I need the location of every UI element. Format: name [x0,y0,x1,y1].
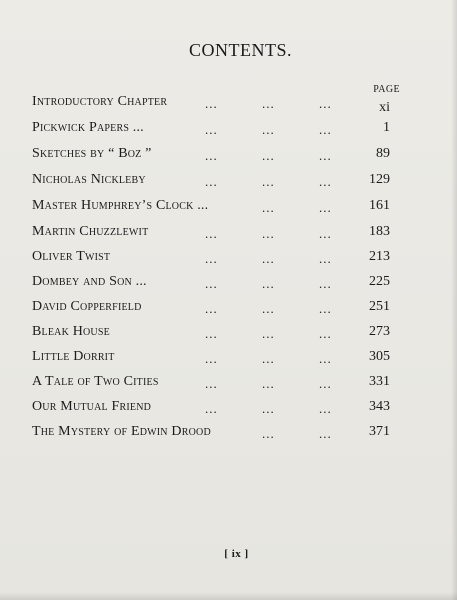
toc-entry [0,347,457,367]
dot-leader: ... [262,426,275,441]
dot-leader: ... [319,174,332,189]
toc-entry-page-number: 183 [369,224,390,239]
toc-entry-page-number: 331 [369,374,390,389]
dot-leader: ... [262,96,275,111]
dot-leader: ... [262,148,275,163]
toc-entry-page-number: 273 [369,324,390,339]
dot-leader: ... [205,251,218,266]
dot-leader: ... [319,251,332,266]
toc-entry [0,397,457,417]
toc-entry-page-number: 89 [376,146,390,161]
toc-entry-title: Nicholas Nickleby [32,172,146,187]
toc-entry-title: Master Humphrey’s Clock ... [32,198,209,213]
toc-entry-page-number: 1 [383,120,390,135]
toc-entry-title: Bleak House [32,324,110,339]
page-title: CONTENTS. [189,40,292,60]
toc-entry [0,222,457,242]
dot-leader: ... [319,401,332,416]
dot-leader: ... [205,174,218,189]
dot-leader: ... [262,251,275,266]
toc-entry-title: Our Mutual Friend [32,399,152,414]
toc-entry-title: Little Dorrit [32,349,115,364]
toc-entry-page-number: 371 [369,424,390,439]
dot-leader: ... [205,326,218,341]
toc-entry-page-number: 251 [369,299,390,314]
dot-leader: ... [262,226,275,241]
dot-leader: ... [319,122,332,137]
dot-leader: ... [319,200,332,215]
dot-leader: ... [262,301,275,316]
page-column-heading: PAGE [373,84,400,95]
toc-entry-title: Oliver Twist [32,249,111,264]
dot-leader: ... [319,326,332,341]
dot-leader: ... [205,148,218,163]
toc-entry [0,322,457,342]
dot-leader: ... [262,326,275,341]
dot-leader: ... [205,376,218,391]
toc-entry-page-number: 343 [369,399,390,414]
dot-leader: ... [319,376,332,391]
toc-entry [0,196,457,216]
dot-leader: ... [262,122,275,137]
dot-leader: ... [205,96,218,111]
dot-leader: ... [319,351,332,366]
dot-leader: ... [262,376,275,391]
toc-entry-page-number: xi [379,100,390,115]
dot-leader: ... [262,174,275,189]
toc-entry-title: A Tale of Two Cities [32,374,159,389]
toc-entry-title: David Copperfield [32,299,142,314]
dot-leader: ... [262,276,275,291]
toc-entry-title: The Mystery of Edwin Drood [32,424,211,439]
dot-leader: ... [205,122,218,137]
toc-entry-title: Pickwick Papers ... [32,120,144,135]
toc-entry [0,118,457,138]
toc-entry [0,272,457,292]
toc-entry [0,422,457,442]
dot-leader: ... [319,426,332,441]
dot-leader: ... [319,96,332,111]
toc-entry-title: Introductory Chapter [32,94,168,109]
toc-entry-page-number: 225 [369,274,390,289]
dot-leader: ... [262,200,275,215]
toc-entry [0,92,457,115]
toc-entry [0,247,457,267]
dot-leader: ... [205,226,218,241]
toc-entry-page-number: 161 [369,198,390,213]
toc-entry-title: Martin Chuzzlewit [32,224,149,239]
dot-leader: ... [205,401,218,416]
dot-leader: ... [205,351,218,366]
toc-entry-page-number: 129 [369,172,390,187]
page-folio: [ ix ] [224,548,249,560]
dot-leader: ... [262,351,275,366]
toc-entry [0,297,457,317]
toc-entry [0,144,457,164]
toc-entry [0,170,457,190]
dot-leader: ... [319,148,332,163]
dot-leader: ... [319,276,332,291]
dot-leader: ... [319,226,332,241]
toc-entry-title: Dombey and Son ... [32,274,147,289]
dot-leader: ... [205,276,218,291]
dot-leader: ... [205,301,218,316]
page-bottom-shadow [0,592,457,600]
toc-entry [0,372,457,392]
dot-leader: ... [262,401,275,416]
toc-entry-title: Sketches by “ Boz ” [32,146,152,161]
toc-entry-page-number: 213 [369,249,390,264]
dot-leader: ... [319,301,332,316]
toc-entry-page-number: 305 [369,349,390,364]
